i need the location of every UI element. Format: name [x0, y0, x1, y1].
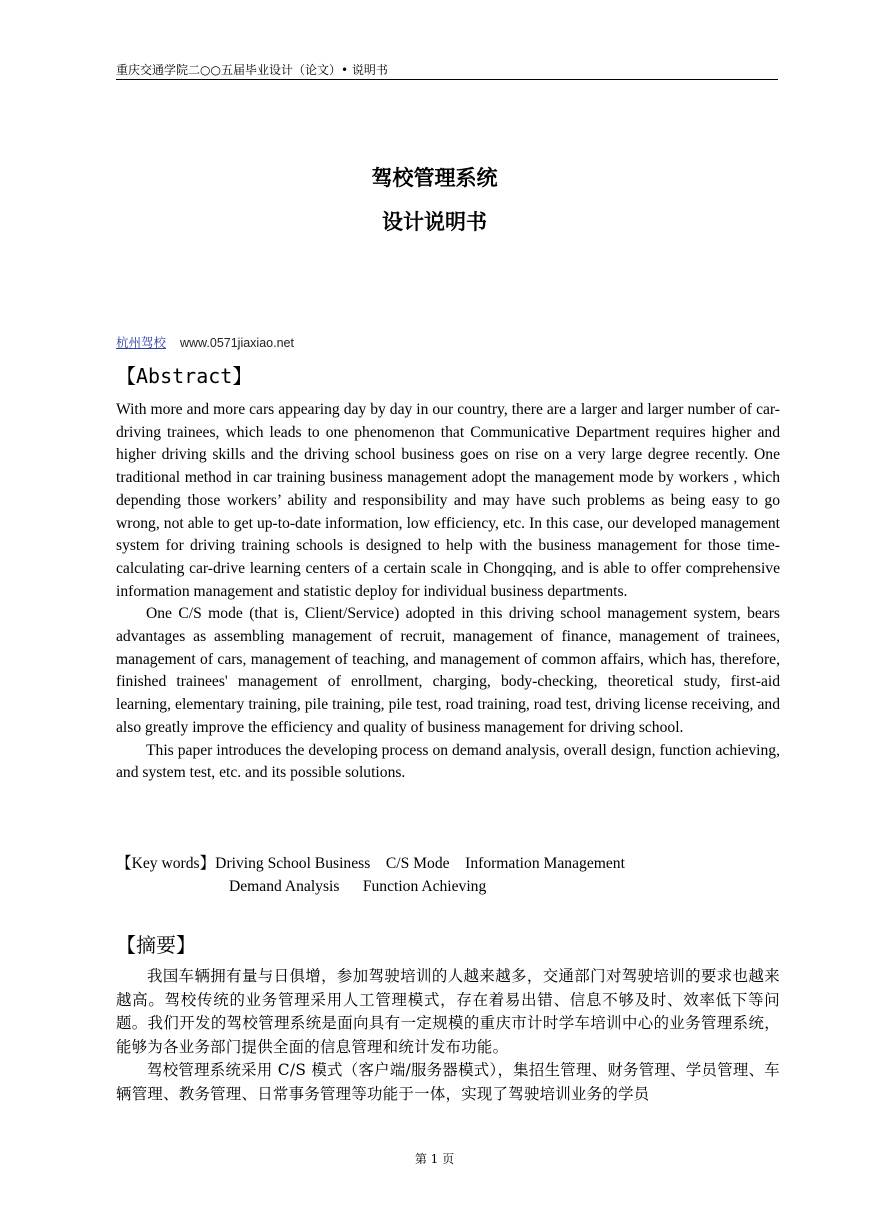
abstract-paragraph: One C/S mode (that is, Client/Service) adopted in this driving school management system, bears advantages as assembling management of recruit, management of finance, management of trainees, management of cars, management of teaching, and management of common affairs, which has, therefore, finished trainees' management of enrollment, charging, body-checking, theoretical study, first-aid learning, elementary training, pile training, pile test, road training, road test, driving license receiving, and also greatly improve the efficiency and quality of business management for driving school. [116, 605, 780, 736]
source-line [116, 334, 294, 352]
keywords [116, 853, 780, 898]
abstract-heading: 【Abstract】 [116, 364, 253, 388]
zhaiyao-heading: 【摘要】 [116, 933, 196, 957]
zhaiyao-paragraph: 驾校管理系统采用 C/S 模式（客户端/服务器模式），集招生管理、财务管理、学员管理、车辆管理、教务管理、日常事务管理等功能于一体，实现了驾驶培训业务的学员 [116, 1061, 780, 1103]
running-header: 重庆交通学院二○○五届毕业设计（论文）• 说明书 [116, 63, 388, 77]
header-rule [116, 79, 778, 80]
zhaiyao-body [116, 965, 780, 1106]
source-link[interactable]: 杭州驾校 [116, 335, 167, 350]
document-subtitle: 设计说明书 [382, 210, 487, 234]
abstract-paragraph: With more and more cars appearing day by day in our country, there are a larger and larger number of car-driving trainees, which leads to one phenomenon that Communicative Department requires higher and higher driving skills and the driving school business goes on rise on a very large degree recently. One traditional method in car training business management adopt the management mode by workers , which depending those workers’ ability and responsibility and may have such problems as being easy to go wrong, not able to get up-to-date information, low efficiency, etc. In this case, our developed management system for driving training schools is designed to help with the business management for those time-calculating car-drive learning centers of a certain scale in Chongqing, and is able to offer comprehensive information management and statistic deploy for individual business departments. [116, 401, 780, 600]
document-title: 驾校管理系统 [371, 166, 498, 190]
source-url: www.0571jiaxiao.net [180, 336, 294, 350]
abstract-body [116, 399, 780, 785]
zhaiyao-paragraph: 我国车辆拥有量与日俱增，参加驾驶培训的人越来越多，交通部门对驾驶培训的要求也越来越高。驾校传统的业务管理采用人工管理模式，存在着易出错、信息不够及时、效率低下等问题。我们开发的驾校管理系统是面向具有一定规模的重庆市计时学车培训中心的业务管理系统，能够为各业务部门提供全面的信息管理和统计发布功能。 [116, 967, 780, 1056]
keywords-line: Demand Analysis Function Achieving [229, 877, 487, 895]
abstract-paragraph: This paper introduces the developing process on demand analysis, overall design, function achieving, and system test, etc. and its possible solutions. [116, 741, 780, 782]
page-number: 第 1 页 [414, 1152, 455, 1166]
keywords-line: 【Key words】Driving School Business C/S Mode Information Management [116, 855, 625, 872]
